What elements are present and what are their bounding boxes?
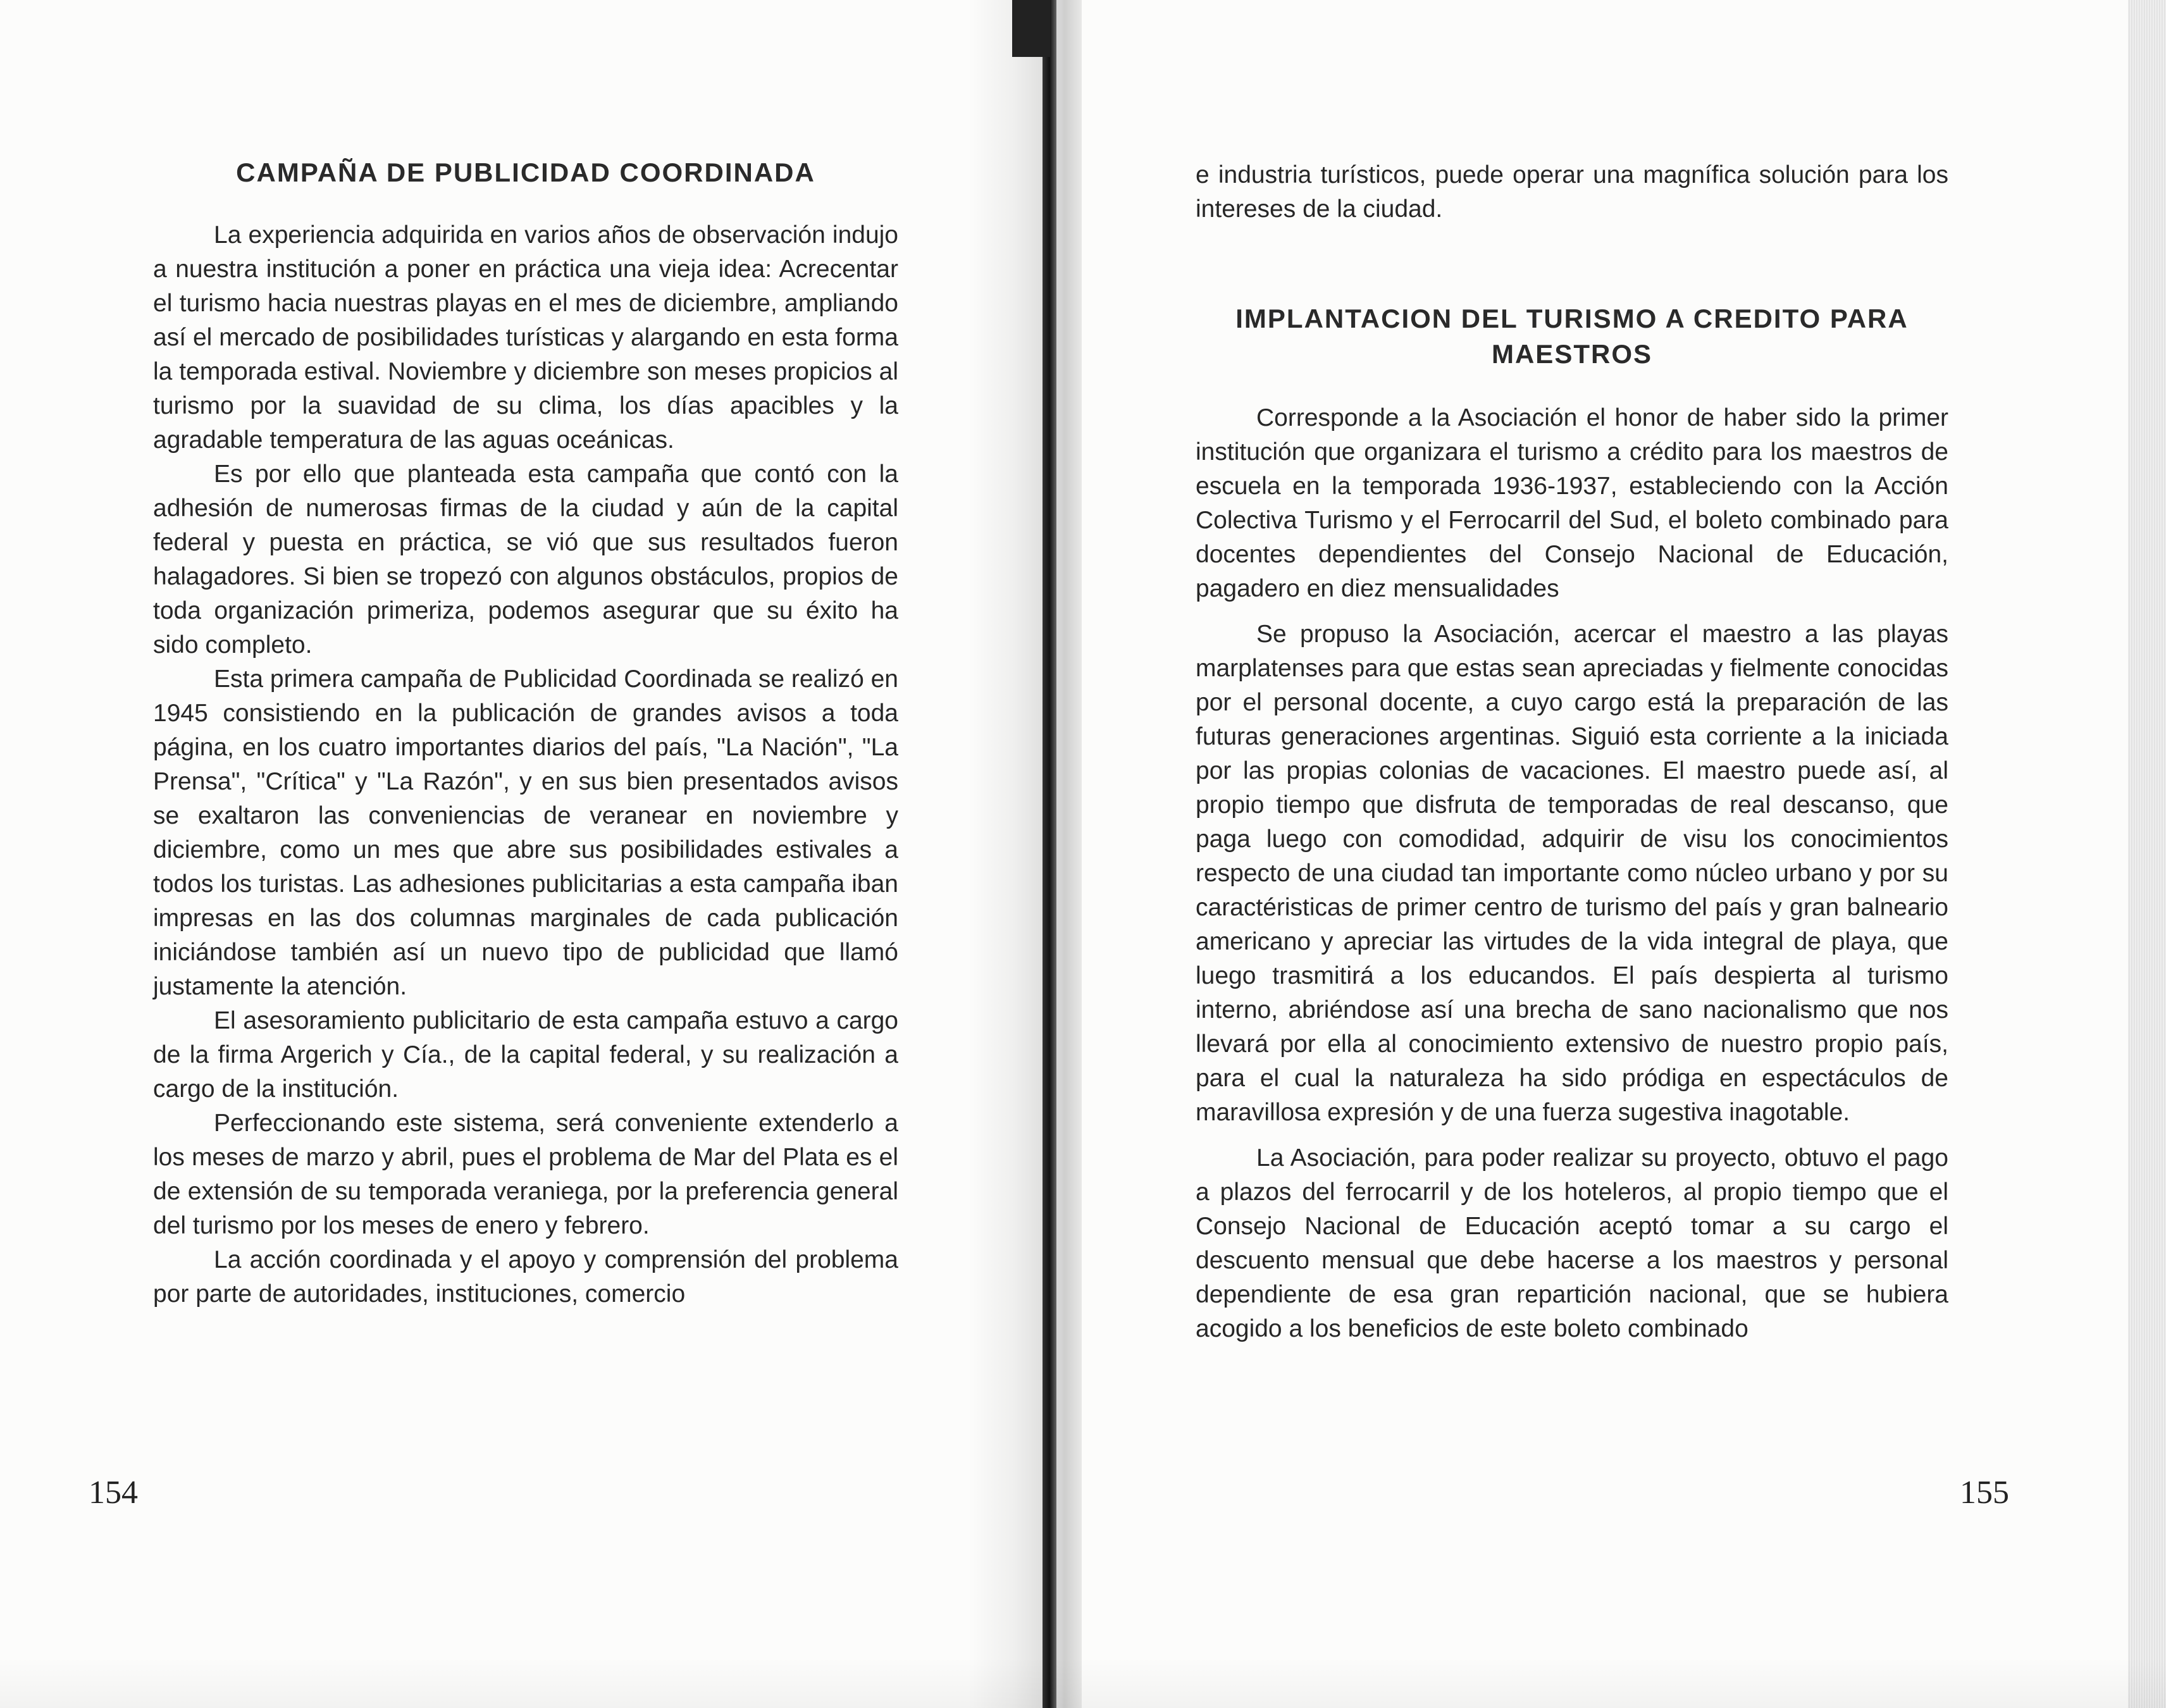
left-paragraph-6: La acción coordinada y el apoyo y comprensión del problema por parte de autoridades, instituciones, comercio bbox=[153, 1246, 898, 1308]
right-heading bbox=[1196, 301, 1948, 372]
right-paragraph-3: La Asociación, para poder realizar su proyecto, obtuvo el pago a plazos del ferrocarril y de los hoteleros, al propio tiempo que el Consejo Nacional de Educación aceptó tomar a su cargo el descuento mensual que debe hacerse a los maestros y personal dependiente de esa gran repartición nacional, que se hubiera acogido a los beneficios de este boleto combinado bbox=[1196, 1144, 1948, 1342]
book-spine bbox=[1043, 0, 1056, 1708]
left-paragraph-5: Perfeccionando este sistema, será conveniente extenderlo a los meses de marzo y abril, pues el problema de Mar del Plata es el de extensión de su temporada veraniega, por la preferencia general del turismo por los meses de enero y febrero. bbox=[153, 1110, 898, 1239]
right-heading-line-1: IMPLANTACION DEL TURISMO A CREDITO PARA bbox=[1235, 304, 1909, 333]
left-paragraph-1: La experiencia adquirida en varios años de observación indujo a nuestra institución a poner en práctica una vieja idea: Acrecentar el turismo hacia nuestras playas en el mes de diciembre, ampliando así el mercado de posibilidades turísticas y alargando en esta forma la temporada estival. Noviembre y diciembre son meses propicios al turismo por la suavidad de su clima, los días apacibles y la agradable temperatura de las aguas oceánicas. bbox=[153, 221, 898, 454]
left-paragraph-4: El asesoramiento publicitario de esta campaña estuvo a cargo de la firma Argerich y Cía., de la capital federal, y su realización a cargo de la institución. bbox=[153, 1007, 898, 1103]
left-paragraph-3: Esta primera campaña de Publicidad Coordinada se realizó en 1945 consistiendo en la publicación de grandes avisos a toda página, en los cuatro importantes diarios del país, "La Nación", "La Prensa", "Crítica" y "La Razón", y en sus bien presentados avisos se exaltaron las conveniencias de veranear en noviembre y diciembre, como un mes que abre sus posibilidades estivales a todos los turistas. Las adhesiones publicitarias a esta campaña iban impresas en las dos columnas marginales de cada publicación iniciándose también así un nuevo tipo de publicidad que llamó justamente la atención. bbox=[153, 665, 898, 1000]
right-text-column bbox=[1196, 158, 1948, 1346]
right-heading-line-2: MAESTROS bbox=[1491, 339, 1652, 369]
right-continuation: e industria turísticos, puede operar una magnífica solución para los intereses de la ciudad. bbox=[1196, 161, 1948, 223]
binding-shadow bbox=[1012, 0, 1050, 57]
right-paragraph-2: Se propuso la Asociación, acercar el maestro a las playas marplatenses para que estas sean apreciadas y fielmente conocidas por el personal docente, a cuyo cargo está la preparación de las futuras generaciones argentinas. Siguió esta corriente a la iniciada por las propias colonias de vacaciones. El maestro puede así, al propio tiempo que disfruta de temporadas de real descanso, que paga luego con comodidad, adquirir de visu los conocimientos respecto de una ciudad tan importante como núcleo urbano y por su caractéristicas de primer centro de turismo del país y gran balneario americano y apreciar las virtudes de la vida integral de playa, que luego trasmitirá a los educandos. El país despierta al turismo interno, abriéndose así una brecha de sano nacionalismo que nos llevará por ella al conocimiento extensivo de nuestro propio país, para el cual la naturaleza ha sido pródiga en espectáculos de maravillosa expresión y de una fuerza sugestiva inagotable. bbox=[1196, 621, 1948, 1126]
right-paragraph-1: Corresponde a la Asociación el honor de haber sido la primer institución que organizara el turismo a crédito para los maestros de escuela en la temporada 1936-1937, estableciendo con la Acción Colectiva Turismo y el Ferrocarril del Sud, el boleto combinado para docentes dependientes del Consejo Nacional de Educación, pagadero en diez mensualidades bbox=[1196, 404, 1948, 602]
left-paragraph-2: Es por ello que planteada esta campaña que contó con la adhesión de numerosas firmas de la ciudad y aún de la capital federal y puesta en práctica, se vió que sus resultados fueron halagadores. Si bien se tropezó con algunos obstáculos, propios de toda organización primeriza, podemos asegurar que su éxito ha sido completo. bbox=[153, 461, 898, 659]
page-number-left: 154 bbox=[89, 1475, 138, 1511]
left-text-column bbox=[153, 155, 898, 1311]
page-edges bbox=[2128, 0, 2166, 1708]
bottom-shade bbox=[0, 1657, 2166, 1708]
left-heading: CAMPAÑA DE PUBLICIDAD COORDINADA bbox=[236, 158, 815, 187]
page-number-right: 155 bbox=[1960, 1475, 2009, 1511]
book-gutter-shadow bbox=[968, 0, 1082, 1708]
